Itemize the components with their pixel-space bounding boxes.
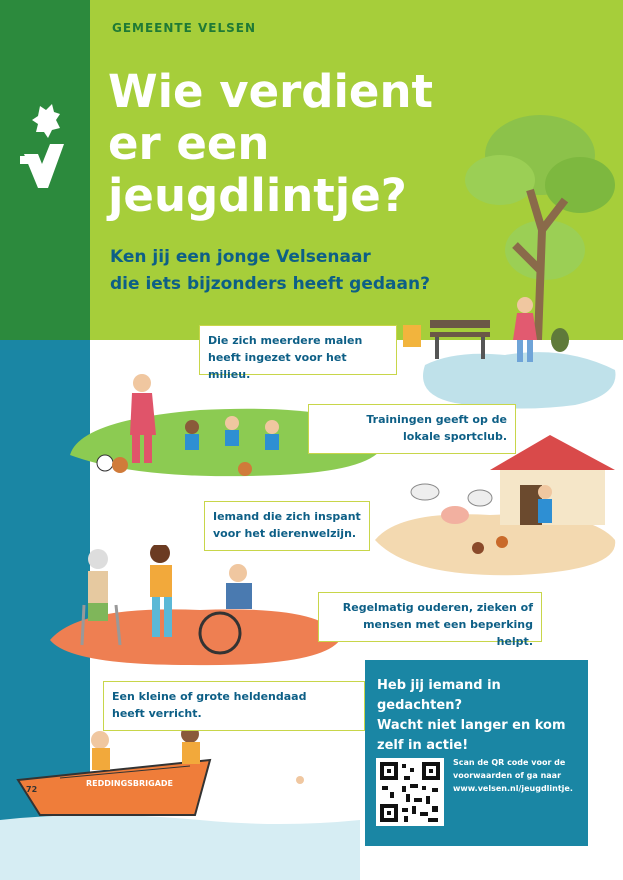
cta-line: Heb jij iemand in gedachten? <box>377 678 501 713</box>
callout-line: Die zich meerdere malen <box>208 334 363 347</box>
callout-line: heeft verricht. <box>112 707 202 720</box>
call-to-action-box <box>365 660 588 846</box>
brand-name: GEMEENTE VELSEN <box>112 21 256 35</box>
cta-url-link[interactable]: www.velsen.nl/jeugdlintje. <box>453 784 573 793</box>
callout-line: Iemand die zich inspant <box>213 510 361 523</box>
page-title <box>108 66 468 222</box>
title-line: jeugdlintje? <box>108 169 407 222</box>
cta-small-line: Scan de QR code voor de <box>453 758 566 767</box>
callout-line: Trainingen geeft op de <box>366 413 507 426</box>
rescue-boat-scene <box>0 720 360 880</box>
cta-heading <box>377 676 582 756</box>
title-line: Wie verdient <box>108 65 433 118</box>
callout-line: voor het dierenwelzijn. <box>213 527 357 540</box>
callout-line: Een kleine of grote heldendaad <box>112 690 307 703</box>
cta-small-line: voorwaarden of ga naar <box>453 771 562 780</box>
callout-line: mensen met een beperking helpt. <box>363 618 533 648</box>
callout-line: lokale sportclub. <box>403 430 507 443</box>
callout-environment <box>199 325 397 381</box>
title-line: er een <box>108 117 270 170</box>
callout-heroic-deed <box>103 681 365 731</box>
qr-code-graphic <box>376 758 444 826</box>
callout-care <box>318 592 542 648</box>
qr-code-icon[interactable] <box>376 758 444 826</box>
boat-number: 72 <box>26 785 38 794</box>
callout-line: Regelmatig ouderen, zieken of <box>342 601 533 614</box>
callout-line: heeft ingezet voor het milieu. <box>208 351 347 381</box>
cta-line: zelf in actie! <box>377 738 469 753</box>
callout-animals <box>204 501 370 551</box>
boat-label: REDDINGSBRIGADE <box>86 779 174 788</box>
helping-elderly-scene <box>40 545 340 670</box>
callout-sports <box>308 404 516 454</box>
velsen-logo-icon <box>18 100 74 196</box>
subtitle-line: Ken jij een jonge Velsenaar <box>110 247 371 267</box>
environment-scene <box>395 285 623 415</box>
cta-instructions <box>453 756 581 795</box>
subtitle-line: die iets bijzonders heeft gedaan? <box>110 274 430 294</box>
cta-line: Wacht niet langer en kom <box>377 718 566 733</box>
